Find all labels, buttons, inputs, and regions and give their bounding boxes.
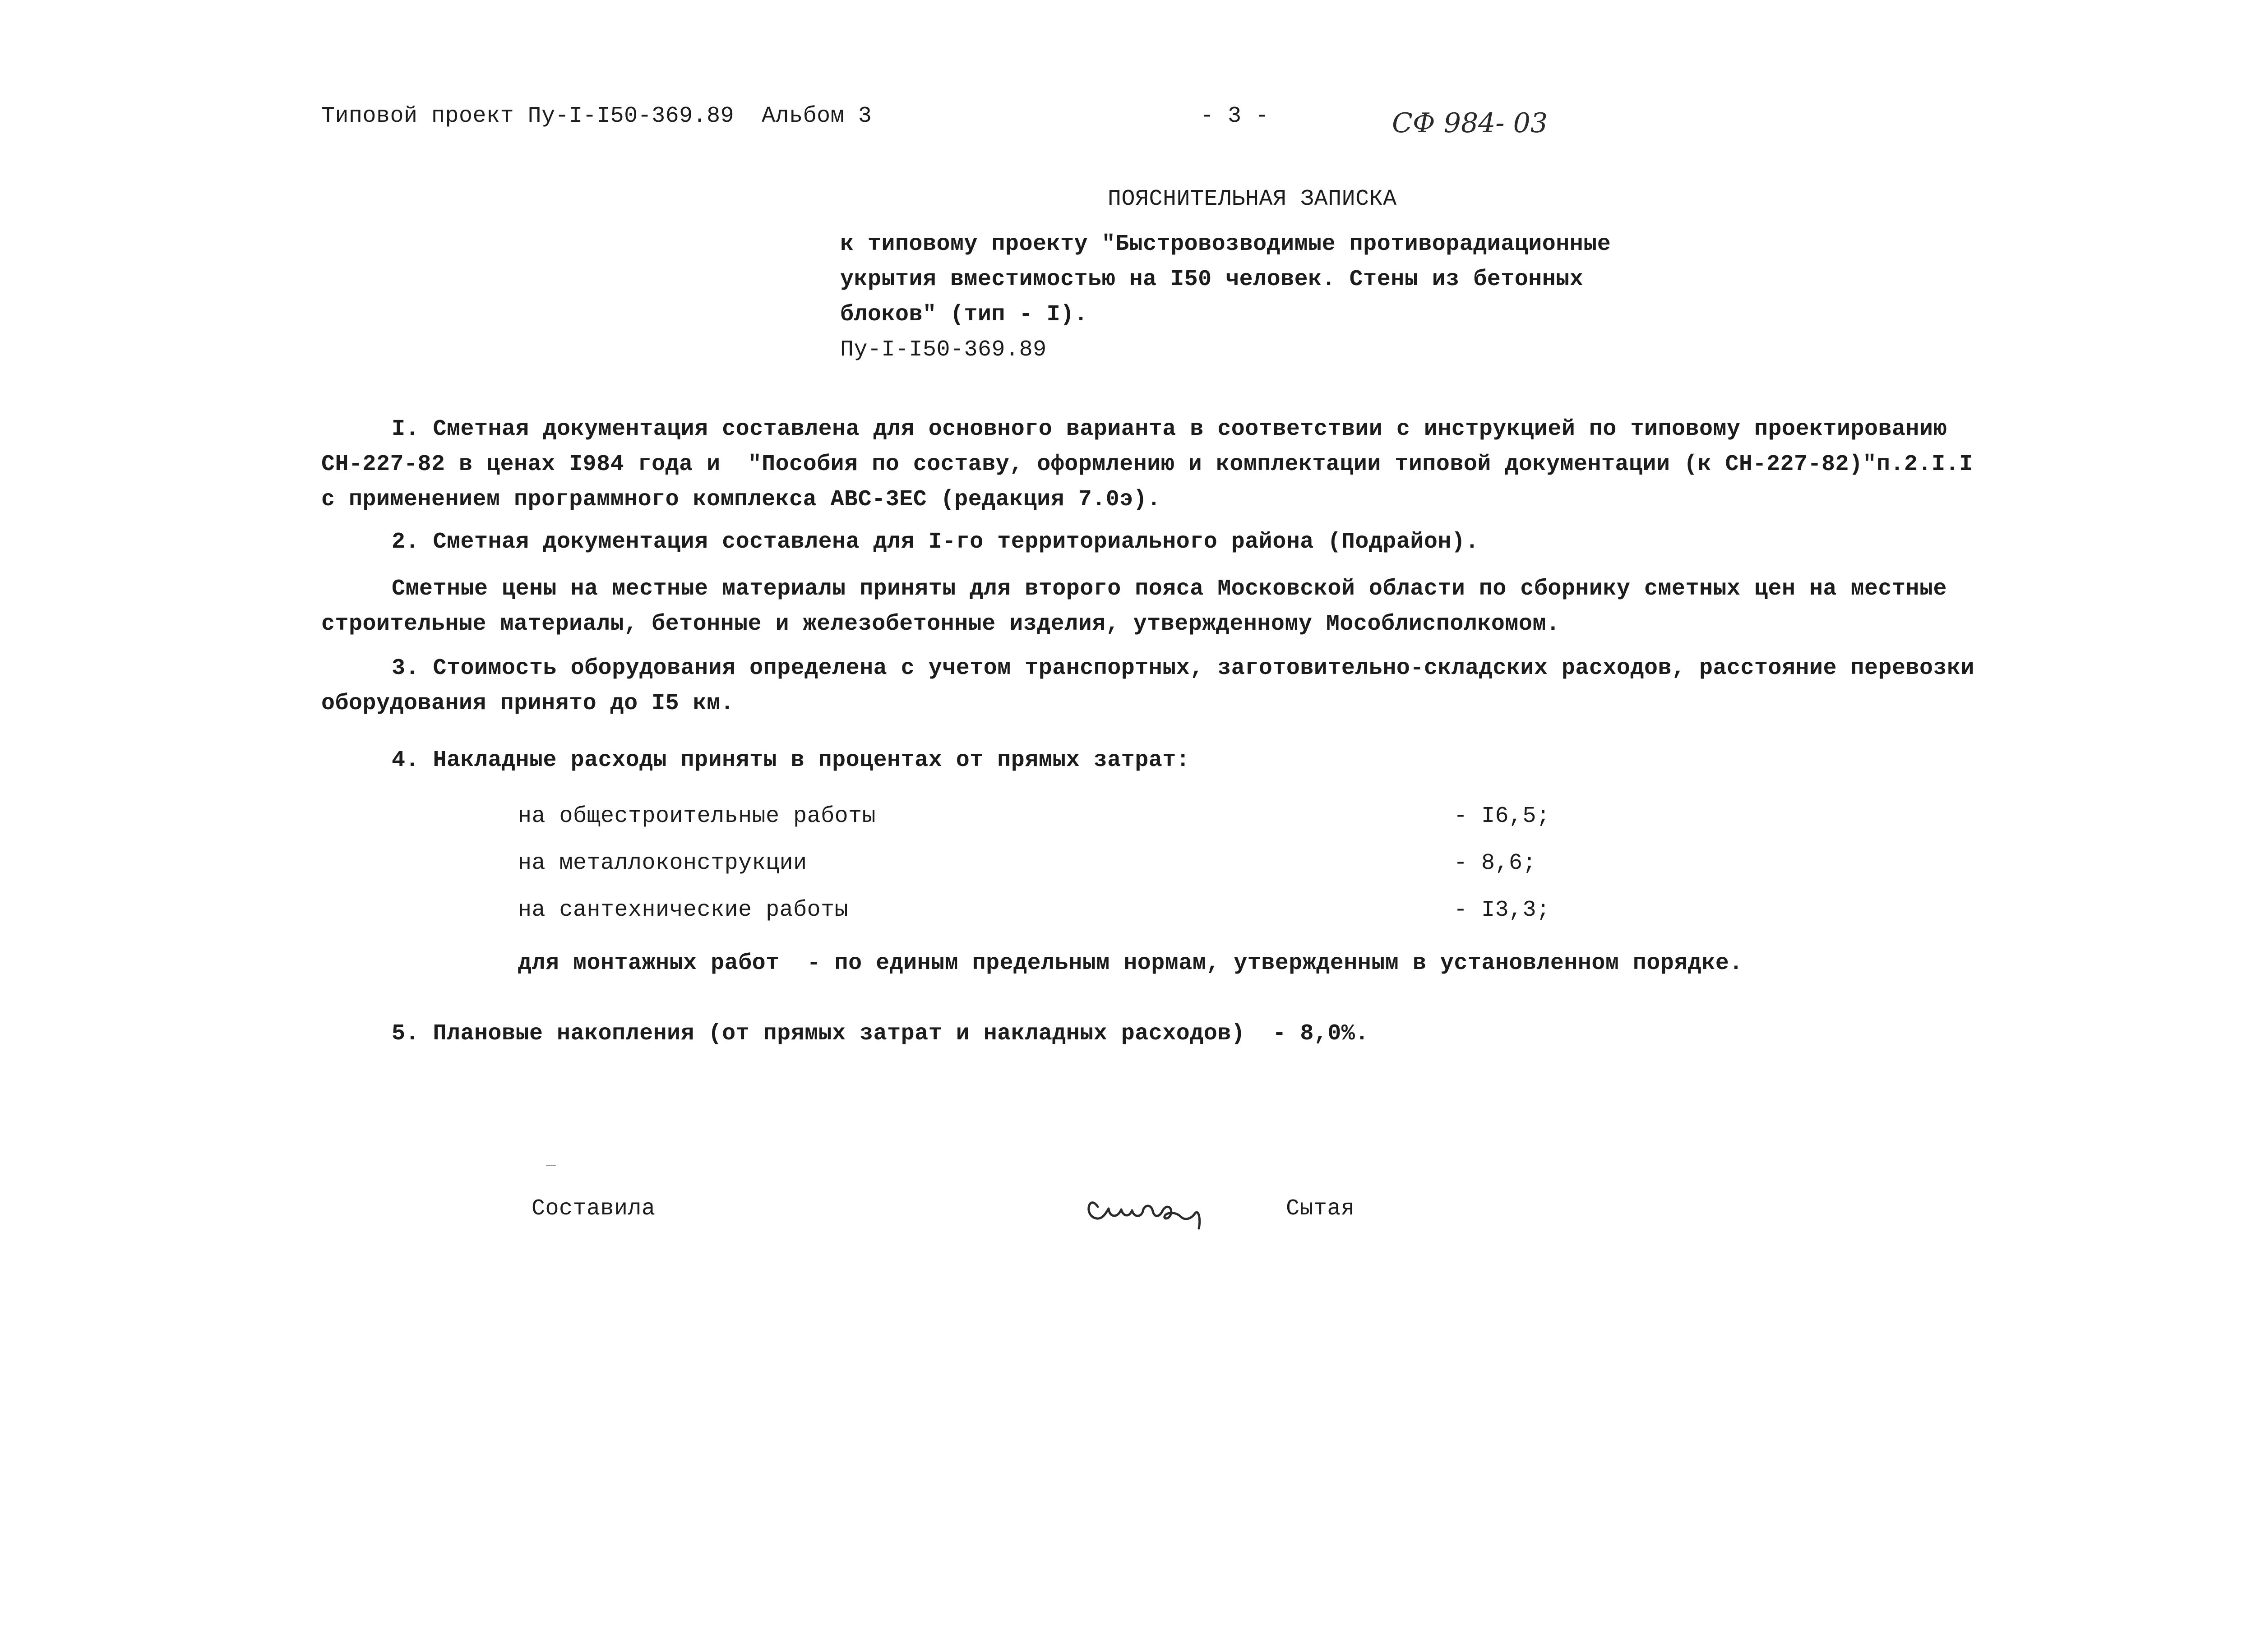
overhead-label-3: на сантехнические работы xyxy=(518,897,849,923)
signature-image xyxy=(1081,1175,1216,1234)
subtitle-line-2: укрытия вместимостью на I50 человек. Стены из бетонных xyxy=(840,267,1584,292)
page-number: - 3 - xyxy=(1200,103,1269,129)
overhead-value-2: - 8,6; xyxy=(1454,850,1537,876)
paragraph-1-line-1: I. Сметная документация составлена для основного варианта в соответствии с инструкцией по типовому проектированию xyxy=(392,416,1947,442)
paragraph-3-line-1: 3. Стоимость оборудования определена с учетом транспортных, заготовительно-складских расходов, расстояние перевозки xyxy=(392,655,1975,681)
paragraph-2b-line-1: Сметные цены на местные материалы приняты для второго пояса Московской области по сборнику сметных цен на местные xyxy=(392,576,1947,602)
paragraph-5: 5. Плановые накопления (от прямых затрат и накладных расходов) - 8,0%. xyxy=(392,1021,1369,1047)
paragraph-2b-line-2: строительные материалы, бетонные и железобетонные изделия, утвержденному Мособлисполкомом. xyxy=(321,611,1560,637)
subtitle-line-1: к типовому проекту "Быстровозводимые противорадиационные xyxy=(840,231,1611,257)
overhead-label-2: на металлоконструкции xyxy=(518,850,807,876)
compiler-name: Сытая xyxy=(1286,1196,1355,1222)
compiled-label: Составила xyxy=(532,1196,656,1222)
overhead-label-1: на общестроительные работы xyxy=(518,803,876,829)
handwritten-stamp: СФ 984- 03 xyxy=(1392,107,1548,139)
mounting-note: для монтажных работ - по единым предельным нормам, утвержденным в установленном порядке. xyxy=(518,951,1743,976)
scan-speck xyxy=(546,1165,556,1166)
paragraph-1-line-2: СН-227-82 в ценах I984 года и "Пособия по составу, оформлению и комплектации типовой документации (к СН-227-82)"п.2.I.I xyxy=(321,452,1973,477)
paragraph-3-line-2: оборудования принято до I5 км. xyxy=(321,691,735,716)
subtitle-line-4: Пу-I-I50-369.89 xyxy=(840,337,1047,363)
subtitle-line-3: блоков" (тип - I). xyxy=(840,302,1088,328)
paragraph-4: 4. Накладные расходы приняты в процентах от прямых затрат: xyxy=(392,748,1190,773)
paragraph-2: 2. Сметная документация составлена для I-го территориального района (Подрайон). xyxy=(392,529,1479,555)
paragraph-1-line-3: с применением программного комплекса АВС-3ЕС (редакция 7.0э). xyxy=(321,487,1161,512)
overhead-value-3: - I3,3; xyxy=(1454,897,1550,923)
document-heading: ПОЯСНИТЕЛЬНАЯ ЗАПИСКА xyxy=(1108,186,1397,212)
project-label: Типовой проект Пу-I-I50-369.89 Альбом 3 xyxy=(321,103,872,129)
overhead-value-1: - I6,5; xyxy=(1454,803,1550,829)
